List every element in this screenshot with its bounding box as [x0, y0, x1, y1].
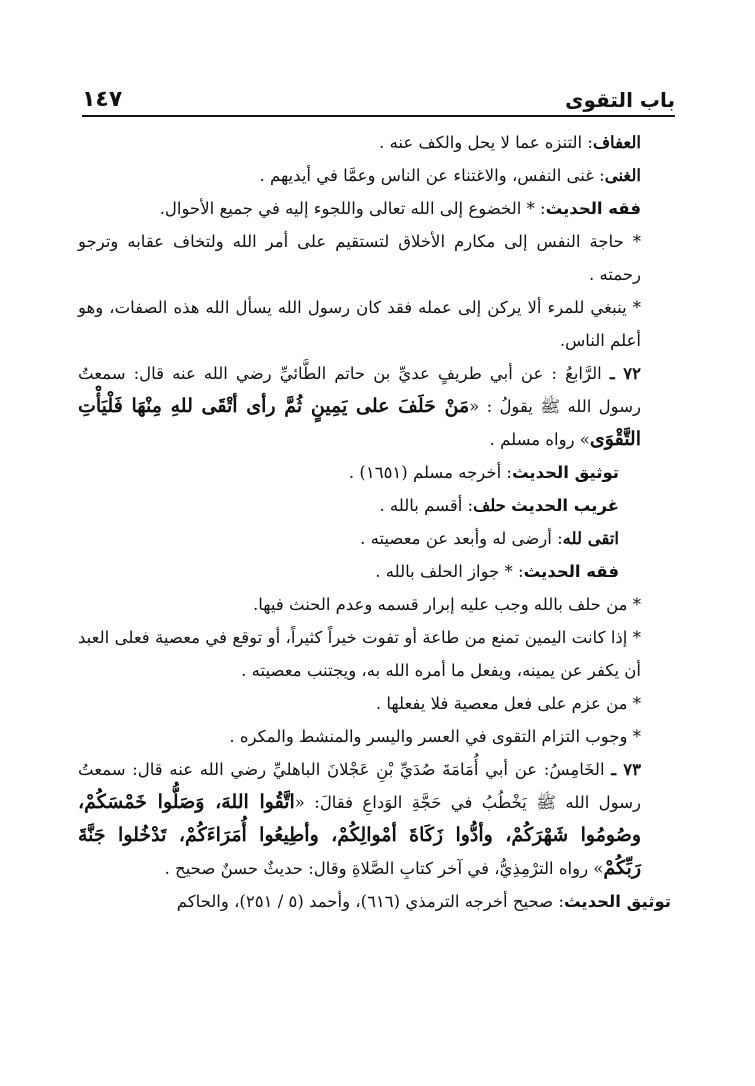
point-text: * من حلف بالله وجب عليه إبرار قسمه وعدم الحنث فيها.	[253, 595, 641, 614]
term-definition: : التنزه عما لا يحل والكف عنه .	[379, 133, 593, 152]
paragraph-tawthiq-72	[78, 456, 671, 489]
page-header	[82, 66, 675, 118]
point-text: * حاجة النفس إلى مكارم الأخلاق لتستقيم على أمر الله ولتخاف عقابه وترجو رحمته .	[78, 232, 641, 284]
header-divider	[82, 115, 675, 117]
hadith-text: اتَّقُوا اللهَ، وَصَلُّوا خَمْسَكُمْ، وصُومُوا شَهْرَكُمْ، وأدُّوا زَكَاةَ أمْوالِكُمْ، وأطِيعُوا أُمَرَاءَكُمْ، تَدْخُلوا جَنَّةَ رَبِّكُمْ	[78, 791, 641, 879]
term-label: العفاف	[592, 133, 641, 152]
paragraph-fiqh-71	[78, 192, 671, 225]
term-label: اتقى لله	[562, 529, 619, 548]
term-definition: : غنى النفس، والاغتناء عن الناس وعمَّا في أيديهم .	[259, 166, 605, 185]
paragraph-point	[78, 225, 671, 291]
hadith-source: » رواه مسلم .	[489, 430, 590, 449]
hadith-number: ٧٣ ـ	[611, 760, 641, 779]
page-body	[78, 126, 671, 918]
paragraph-atqa	[78, 522, 671, 555]
hadith-text: مَنْ حَلَفَ على يَمِينٍ ثُمَّ رأى أتْقَى للهِ مِنْهَا فَلْيَأْتِ التَّقْوَى	[78, 395, 641, 450]
paragraph-fiqh-72	[78, 555, 671, 588]
section-text: : أخرجه مسلم (١٦٥١) .	[348, 463, 512, 482]
hadith-72	[78, 357, 671, 456]
paragraph-point	[78, 720, 671, 753]
chapter-title: باب التقوى	[565, 88, 675, 112]
hadith-intro: الخَامِسُ: عن أبي أُمَامَةَ صُدَيِّ بْنِ عَجْلانَ الباهليِّ رضي الله عنه قال: سمعتُ رسول الله ﷺ يَخْطُبُ في حَجَّةِ الوَداعِ فقالَ: «	[78, 760, 641, 812]
paragraph-point	[78, 291, 671, 357]
hadith-number: ٧٢ ـ	[609, 364, 641, 383]
term-label: حلف	[473, 496, 506, 515]
section-label: فقه الحديث	[545, 199, 641, 218]
hadith-intro: الرَّابعُ : عن أبي طريفٍ عديِّ بن حاتم الطَّائيِّ رضي الله عنه قال: سمعتُ رسول الله ﷺ يقولُ : «	[78, 364, 641, 416]
term-label: الغنى	[604, 166, 641, 185]
hadith-73	[78, 753, 671, 885]
term-definition: : أرضى له وأبعد عن معصيته .	[360, 529, 563, 548]
paragraph-point	[78, 621, 671, 687]
hadith-source: » رواه الترْمِذِيُّ، في آخر كتابِ الصَّلاةِ وقال: حديثٌ حسنٌ صحيح .	[164, 859, 604, 878]
section-label: توثيق الحديث	[511, 463, 619, 482]
paragraph-tawthiq-73	[78, 885, 671, 918]
section-text: : صحيح أخرجه الترمذي (٦١٦)، وأحمد (٥ / ٢٥١)، والحاكم	[176, 892, 564, 911]
paragraph-ghina	[78, 159, 671, 192]
section-label: غريب الحديث	[511, 496, 619, 515]
section-text: : * جواز الحلف بالله .	[375, 562, 524, 581]
point-text: * إذا كانت اليمين تمنع من طاعة أو تفوت خيراً كثيراً، أو توقع في معصية فعلى العبد أن يكفر عن يمينه، ويفعل ما أمره الله به، ويجتنب معصيته .	[78, 628, 641, 680]
paragraph-afaf	[78, 126, 671, 159]
paragraph-gharib-72	[78, 489, 671, 522]
point-text: * ينبغي للمرء ألا يركن إلى عمله فقد كان رسول الله يسأل الله هذه الصفات، وهو أعلم الناس.	[78, 298, 641, 350]
term-definition: : أقسم بالله .	[379, 496, 474, 515]
point-text: * من عزم على فعل معصية فلا يفعلها .	[375, 694, 641, 713]
paragraph-point	[78, 687, 671, 720]
section-label: فقه الحديث	[523, 562, 619, 581]
page-number: ١٤٧	[82, 87, 123, 112]
paragraph-point	[78, 588, 671, 621]
section-text: : * الخضوع إلى الله تعالى واللجوء إليه في جميع الأحوال.	[159, 199, 546, 218]
point-text: * وجوب التزام التقوى في العسر واليسر والمنشط والمكره .	[229, 727, 641, 746]
section-label: توثيق الحديث	[563, 892, 671, 911]
